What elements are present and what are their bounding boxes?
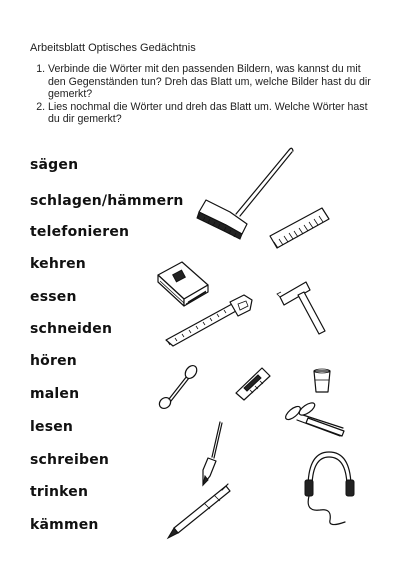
word-trinken: trinken [30, 484, 89, 500]
pen-icon [168, 484, 230, 538]
word-kaemmen: kämmen [30, 517, 99, 533]
book-icon [158, 262, 208, 306]
word-schneiden: schneiden [30, 321, 113, 337]
word-telefonieren: telefonieren [30, 224, 130, 240]
worksheet-title: Arbeitsblatt Optisches Gedächtnis [30, 42, 196, 54]
saw-icon [166, 295, 252, 346]
instruction-1: 1. Verbinde die Wörter mit den passenden Bildern, was kannst du mit den Gegenständen tun? Dreh das Blatt um, welche Bilder hast du dir gemerkt? [48, 63, 378, 101]
word-schreiben: schreiben [30, 452, 110, 468]
word-essen: essen [30, 289, 77, 305]
comb-icon [270, 208, 329, 248]
brush-icon [203, 422, 222, 485]
word-hoeren: hören [30, 353, 77, 369]
headphones-icon [305, 452, 354, 525]
glass-icon [314, 369, 330, 392]
word-saegen: sägen [30, 157, 79, 173]
phone-icon [236, 368, 270, 400]
instruction-2: 2. Lies nochmal die Wörter und dreh das Blatt um. Welche Wörter hast du dir gemerkt? [48, 101, 378, 126]
spoon-icon [157, 363, 199, 410]
broom-icon [197, 148, 293, 239]
word-schlagen-haemmern: schlagen/hämmern [30, 193, 184, 209]
word-malen: malen [30, 386, 80, 402]
word-lesen: lesen [30, 419, 74, 435]
hammer-icon [277, 282, 325, 334]
scissors-icon [284, 401, 344, 436]
word-kehren: kehren [30, 256, 86, 272]
